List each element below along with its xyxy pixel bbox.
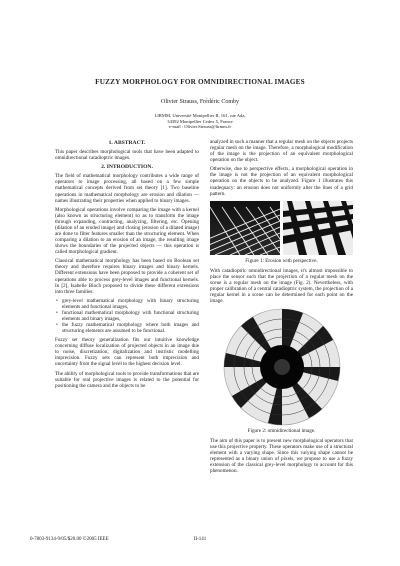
left-column — [55, 140, 199, 392]
abstract-text: This paper describes morphological tools that have been adapted to omnidirectional catadioptric images. — [55, 149, 199, 162]
figure-2-caption: Figure 2: omnidirectional image. — [247, 427, 316, 434]
copyright-footer: 0-7803-9134-9/05/$20.00 ©2005 IEEE — [30, 537, 109, 542]
paper-authors: Olivier Strauss, Frédéric Comby — [161, 99, 239, 105]
paper-title: FUZZY MORPHOLOGY FOR OMNIDIRECTIONAL IMAGES — [95, 78, 305, 86]
figure-1 — [210, 201, 353, 255]
figure-1-caption: Figure 1: Erosion with perspective. — [245, 257, 318, 264]
body-paragraph: With catadioptric omnidirectional images, it's almost impossible to place the sensor such that the projection of a regular mesh on the scene is a regular mesh on the image (Fig. 2). Nevertheless, with proper calibration of a central catadioptric system, the projection of a regular kernel in a scene can be determined for each point on the image. — [210, 267, 353, 304]
list-item: • the fuzzy mathematical morphology where both images and structuring elements are assumed to be functional. — [62, 322, 199, 334]
extension-families-list — [55, 298, 199, 334]
intro-paragraph: The field of mathematical morphology contributes a wide range of operators to image processing, all based on a few simple mathematical concepts derived from set theory [1]. Two baseline operations in mathematical morphology are erosion and dilation — names illustrating their properties when applied to binary images. — [55, 173, 199, 204]
list-item: • grey-level mathematical morphology with binary structuring elements and functional images, — [62, 298, 199, 310]
author-email: e-mail : Olivier.Strauss@lirmm.fr — [168, 124, 232, 130]
intro-paragraph: Classical mathematical morphology has been based on Boolean set theory and therefore requires binary images and binary kernels. Different extensions have been proposed to provide a coherent set of operations able to process grey-level images and functional kernels. In [2], Isabelle Bloch proposed to divide these different extensions into three families: — [55, 258, 199, 295]
list-item: • functional mathematical morphology with functional structuring elements and binary images, — [62, 310, 199, 322]
body-paragraph: analyzed in such a manner that a regular mesh on the objects projects regular mesh on the image. Therefore, a morphological modification of the image is the projection of an equivalent morphological operation on the object. — [210, 139, 353, 164]
intro-paragraph: Morphological operations involve comparing the image with a kernel (also known as structuring element) so as to transform the image through expanding, contracting, analyzing, filtering, etc. Opening (dilation of an eroded image) and closing (erosion of a dilated image) are done to filter features smaller than the structuring element. When comparing a dilation to an erosion of an image, the resulting image shows the boundaries of the projected objects — this operation is called morphological gradient. — [55, 206, 199, 256]
introduction-heading: 2. INTRODUCTION. — [101, 164, 153, 171]
omnidirectional-image — [223, 308, 341, 426]
right-column — [210, 139, 353, 477]
intro-paragraph: The ability of morphological tools to provide transformations that are suitable for real projective images is related to the potential for positioning the camera and the objects to be — [55, 370, 199, 389]
author-affiliation — [0, 113, 400, 130]
body-paragraph: Otherwise, due to perspective effects, a morphological operation in the image is not the projection of an equivalent morphological operation on the objects to be analyzed. Figure 1 illustrates this inadequacy: an erosion does not uniformly alter the lines of a grid pattern. — [210, 166, 353, 197]
page-number: II-141 — [193, 537, 207, 542]
intro-paragraph: Fuzzy set theory generalization fits our intuitive knowledge concerning diffuse localization of projected objects in an image due to noise, discretization, digitalization and instristic modelling imprecision. Fuzzy sets can represent both imprecision and uncertainty from the signal level to the highest decision level. — [55, 337, 199, 368]
affiliation-line: LIRMM, Université Montpellier II, 161, rue Ada, — [154, 113, 246, 118]
body-paragraph: The aim of this paper is to present new morphological operators that use this projective property. These operators make use of a structural element with a varying shape. Since this varying shape cannot be represented as a binary union of pixels, we propose to use a fuzzy extension of the classical grey-level morphology to account for this phenomenon. — [210, 437, 353, 475]
perspective-grid-image — [210, 201, 280, 255]
figure-2 — [210, 308, 353, 426]
abstract-heading: 1. ABSTRACT. — [108, 140, 146, 146]
eroded-grid-image — [283, 201, 353, 255]
affiliation-line: 34392 Montpellier Cedex 5, France — [167, 118, 233, 124]
